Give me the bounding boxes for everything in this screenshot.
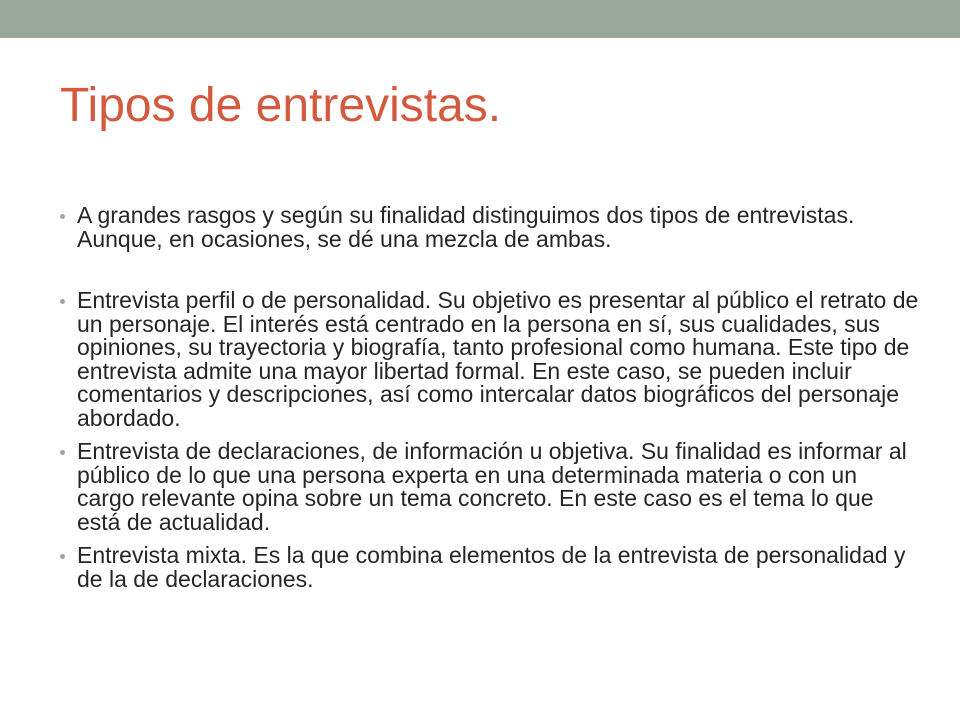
bullet-text: Entrevista de declaraciones, de información u objetiva. Su finalidad es informar al público de lo que una persona experta en una determinada materia o con un cargo relevante opina sobre un tema concreto. En este caso es el tema lo que está de actualidad. bbox=[77, 438, 907, 535]
slide-title: Tipos de entrevistas. bbox=[60, 79, 502, 132]
bullet-item-mixed-interview bbox=[60, 544, 920, 591]
bullet-item-personality-interview bbox=[60, 289, 920, 430]
bullet-text: Entrevista mixta. Es la que combina elementos de la entrevista de personalidad y de la de declaraciones. bbox=[77, 542, 906, 592]
top-accent-bar bbox=[0, 0, 960, 38]
bullet-dot-icon bbox=[60, 299, 65, 304]
bullet-text: Entrevista perfil o de personalidad. Su objetivo es presentar al público el retrato de un personaje. El interés está centrado en la persona en sí, sus cualidades, sus opiniones, su trayectoria y biografía, tanto profesional como humana. Este tipo de entrevista admite una mayor libertad formal. En este caso, se pueden incluir comentarios y descripciones, así como intercalar datos biográficos del personaje abordado. bbox=[77, 287, 919, 431]
bullet-item-intro bbox=[60, 204, 920, 251]
bullet-item-declarations-interview bbox=[60, 440, 920, 534]
bullet-text: A grandes rasgos y según su finalidad distinguimos dos tipos de entrevistas. Aunque, en ocasiones, se dé una mezcla de ambas. bbox=[77, 202, 855, 252]
bullet-dot-icon bbox=[60, 450, 65, 455]
bullet-list bbox=[60, 204, 920, 591]
bullet-dot-icon bbox=[60, 554, 65, 559]
bullet-dot-icon bbox=[60, 214, 65, 219]
